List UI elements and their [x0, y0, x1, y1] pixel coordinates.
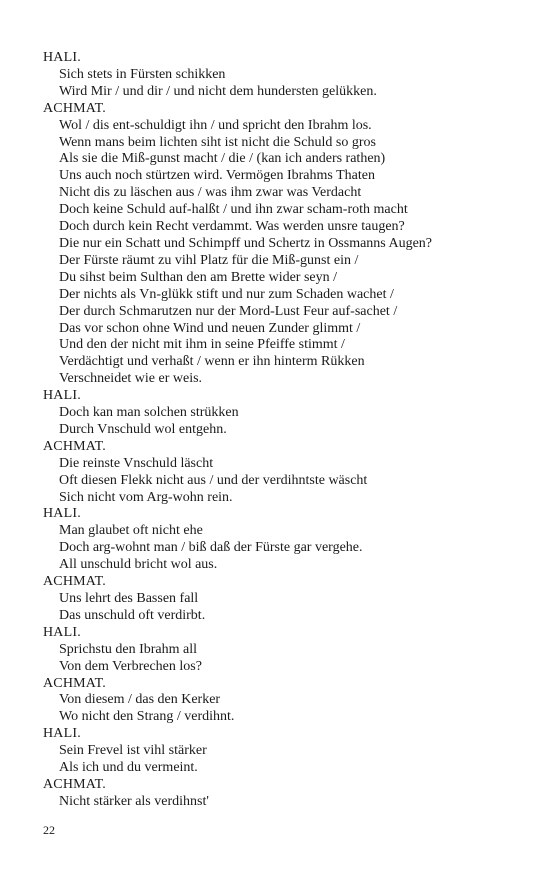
verse-line: Doch durch kein Recht verdammt. Was werden unsre taugen? — [59, 219, 405, 235]
speaker-name: HALI. — [43, 506, 81, 522]
verse-line: Nicht stärker als verdihnst' — [59, 793, 209, 809]
verse-line: Wol / dis ent-schuldigt ihn / und spricht den Ibrahm los. — [59, 117, 372, 133]
verse-line: Sich nicht vom Arg-wohn rein. — [59, 489, 233, 505]
speaker-name: HALI. — [43, 726, 81, 742]
speaker-name: ACHMAT. — [43, 776, 106, 792]
verse-line: Von dem Verbrechen los? — [59, 658, 202, 674]
speaker-name: HALI. — [43, 624, 81, 640]
verse-line: Wird Mir / und dir / und nicht dem hundersten gelükken. — [59, 83, 377, 99]
verse-line: Uns lehrt des Bassen fall — [59, 591, 199, 606]
speaker-name: HALI. — [43, 388, 81, 404]
verse-line: Das vor schon ohne Wind und neuen Zunder glimmt / — [59, 320, 361, 336]
verse-line: Doch kan man solchen strükken — [59, 405, 239, 421]
verse-line: Verdächtigt und verhaßt / wenn er ihn hinterm Rükken — [59, 354, 365, 370]
verse-line: Wenn mans beim lichten siht ist nicht die Schuld so gros — [59, 134, 376, 150]
speaker-name: HALI. — [43, 50, 81, 65]
verse-line: Man glaubet oft nicht ehe — [59, 523, 203, 539]
speaker-name: ACHMAT. — [43, 438, 106, 454]
verse-line: Der nichts als Vn-glükk stift und nur zum Schaden wachet / — [59, 286, 394, 302]
speaker-name: ACHMAT. — [43, 574, 106, 590]
verse-line: Nicht dis zu läschen aus / was ihm zwar was Verdacht — [59, 185, 362, 201]
verse-line: Von diesem / das den Kerker — [59, 692, 221, 708]
verse-line: All unschuld bricht wol aus. — [59, 557, 218, 573]
verse-line: Oft diesen Flekk nicht aus / und der verdihntste wäscht — [59, 472, 368, 488]
verse-line: Sprichstu den Ibrahm all — [59, 641, 198, 657]
verse-line: Das unschuld oft verdirbt. — [59, 607, 206, 623]
verse-line: Der Fürste räumt zu vihl Platz für die Miß-gunst ein / — [59, 252, 359, 268]
speaker-name: ACHMAT. — [43, 100, 106, 116]
page-number: 22 — [43, 823, 55, 837]
verse-line: Wo nicht den Strang / verdihnt. — [59, 709, 235, 725]
speaker-name: ACHMAT. — [43, 675, 106, 691]
verse-line: Doch arg-wohnt man / biß daß der Fürste gar vergehe. — [59, 540, 363, 556]
verse-line: Durch Vnschuld wol entgehn. — [59, 421, 227, 437]
verse-line: Sein Frevel ist vihl stärker — [59, 743, 207, 759]
verse-line: Die reinste Vnschuld läscht — [59, 455, 214, 471]
verse-line: Uns auch noch stürtzen wird. Vermögen Ibrahms Thaten — [59, 168, 375, 184]
verse-line: Als ich und du vermeint. — [59, 760, 198, 776]
verse-line: Der durch Schmarutzen nur der Mord-Lust Feur auf-sachet / — [59, 303, 398, 319]
verse-line: Die nur ein Schatt und Schimpff und Schertz in Ossmanns Augen? — [59, 235, 433, 251]
play-text — [43, 50, 523, 811]
verse-line: Doch keine Schuld auf-halßt / und ihn zwar scham-roth macht — [59, 202, 408, 218]
verse-line: Verschneidet wie er weis. — [59, 371, 203, 387]
verse-line: Als sie die Miß-gunst macht / die / (kan ich anders rathen) — [59, 151, 386, 167]
verse-line: Du sihst beim Sulthan den am Brette wider seyn / — [59, 269, 338, 285]
verse-line: Sich stets in Fürsten schikken — [59, 66, 226, 82]
verse-line: Und den der nicht mit ihm in seine Pfeiffe stimmt / — [59, 337, 345, 353]
